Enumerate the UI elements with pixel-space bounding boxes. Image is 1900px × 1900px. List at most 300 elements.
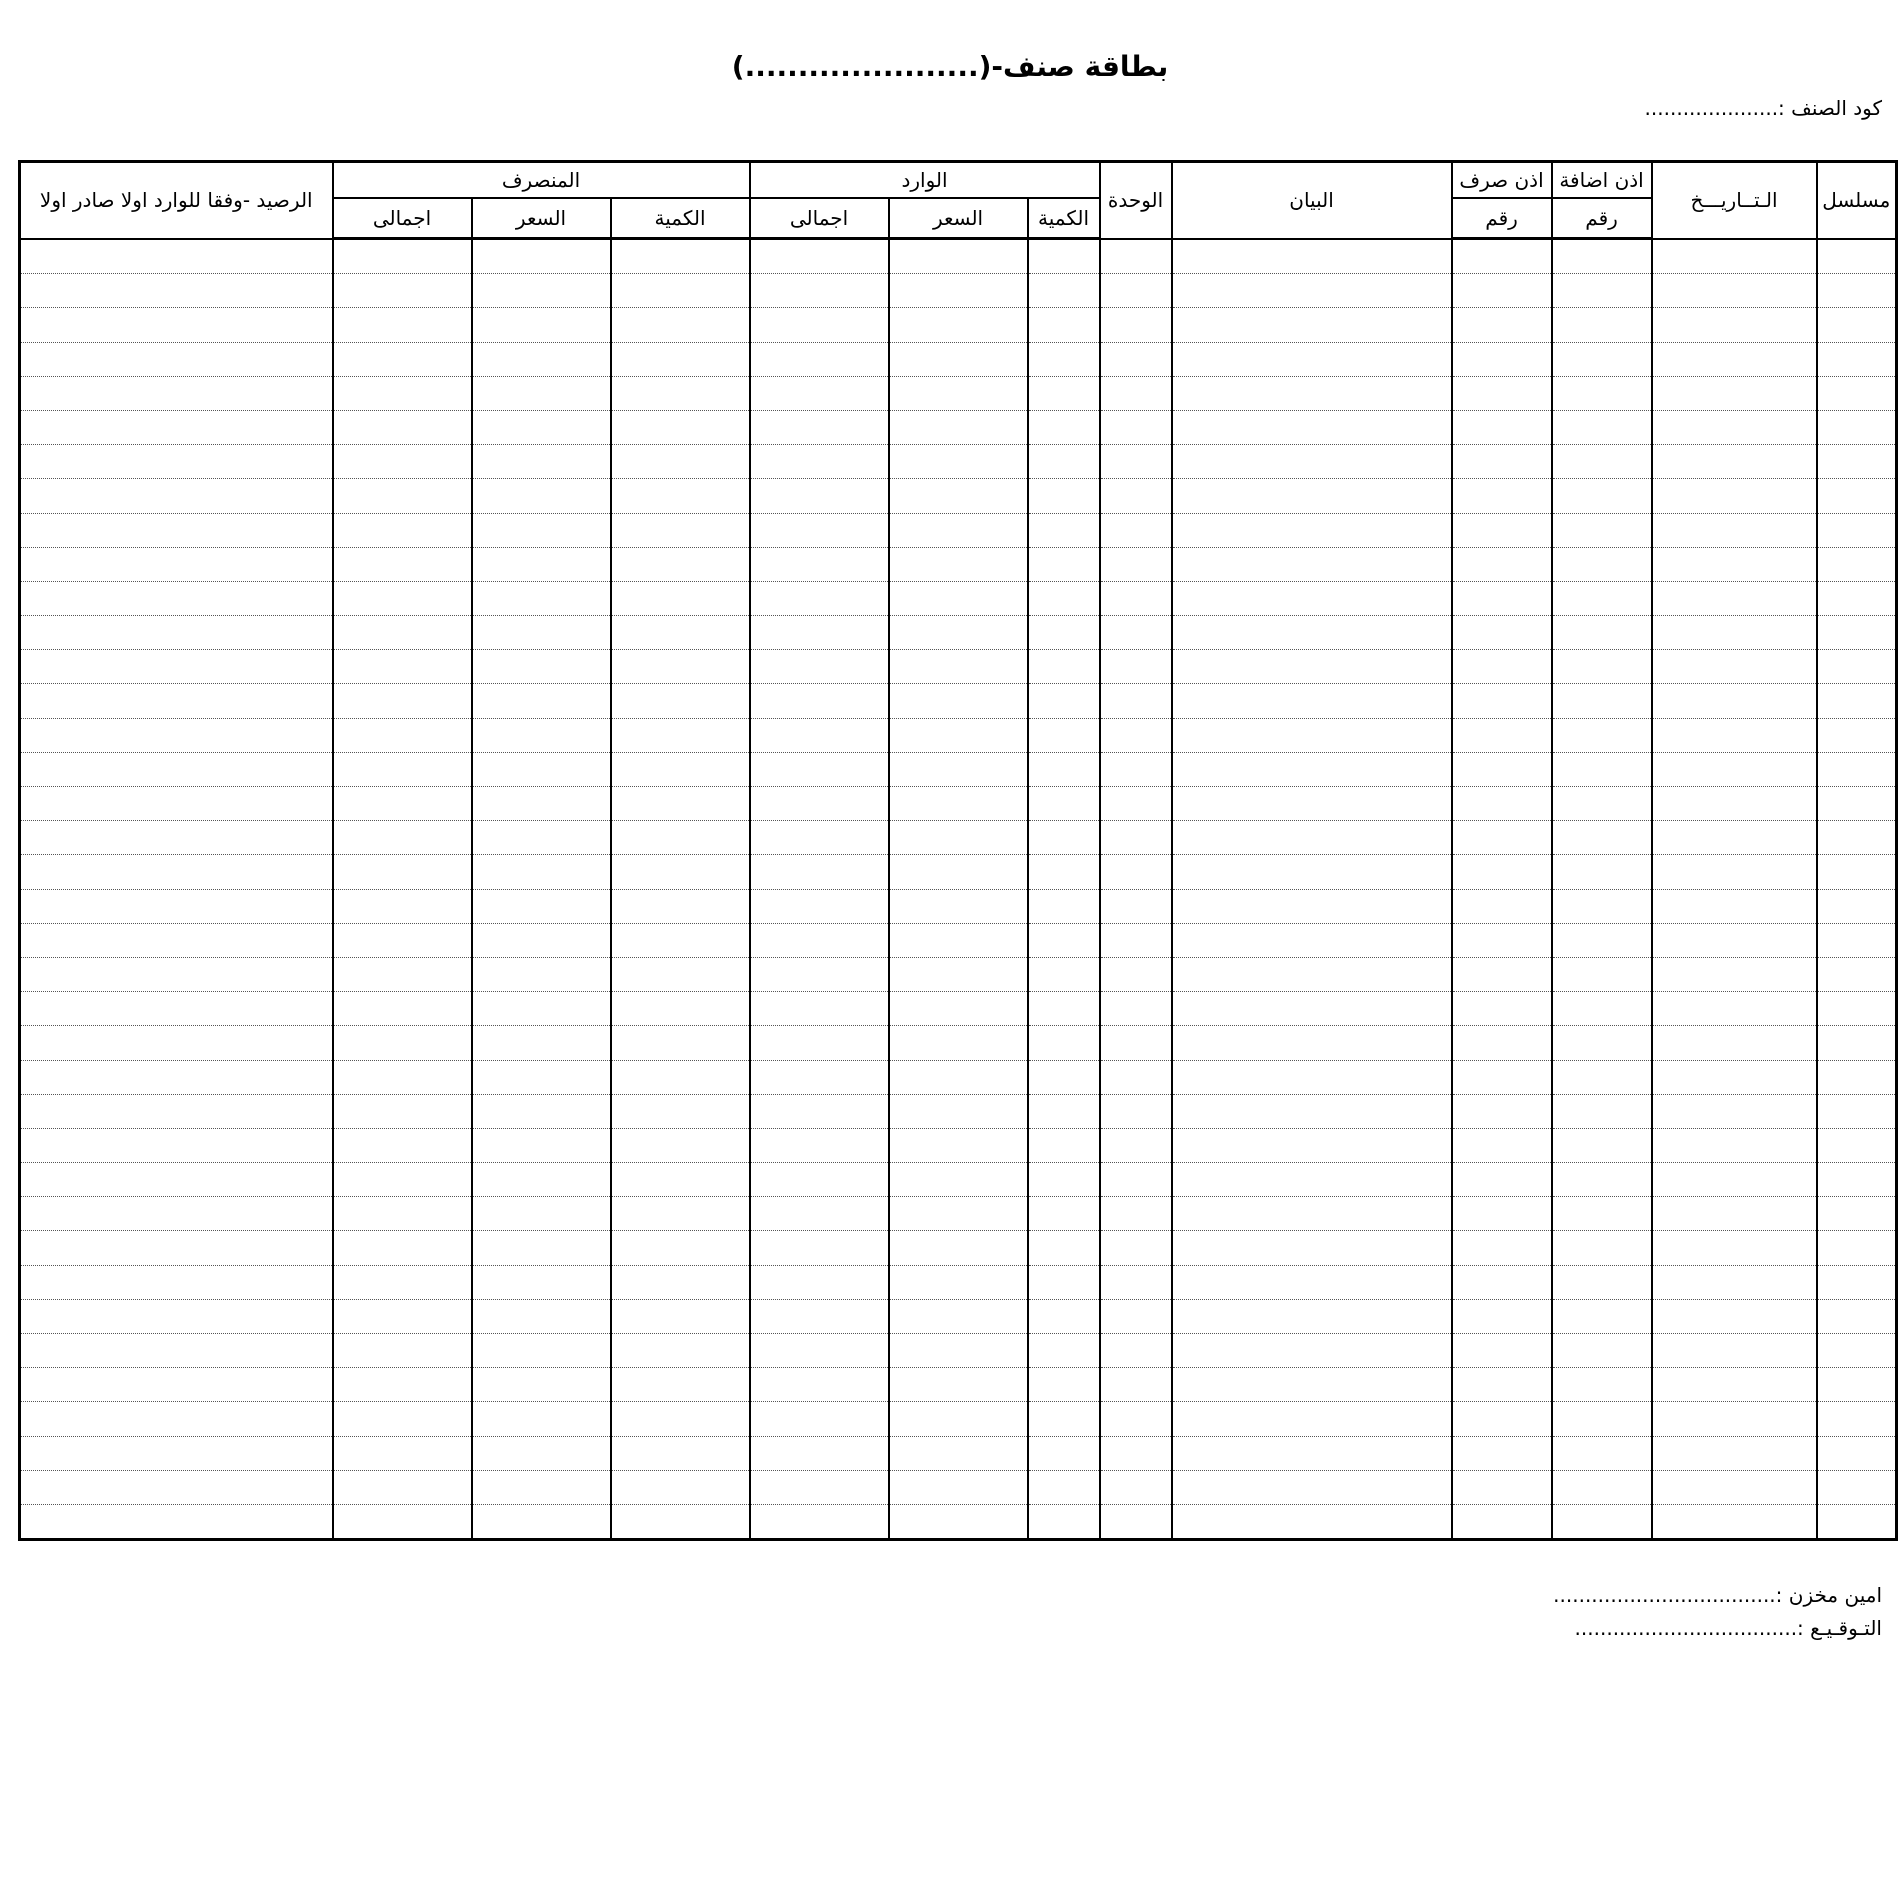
table-cell — [1100, 616, 1172, 650]
table-cell — [333, 855, 472, 889]
table-cell — [1100, 376, 1172, 410]
table-cell — [1817, 718, 1897, 752]
table-cell — [1452, 650, 1552, 684]
table-cell — [1817, 1231, 1897, 1265]
table-cell — [1552, 1231, 1652, 1265]
header-outgoing-total: اجمالى — [333, 198, 472, 239]
table-row — [20, 992, 1897, 1026]
table-cell — [1652, 479, 1817, 513]
table-cell — [472, 479, 611, 513]
table-cell — [1100, 239, 1172, 274]
table-cell — [472, 684, 611, 718]
table-cell — [1172, 1436, 1452, 1470]
table-cell — [1552, 1368, 1652, 1402]
table-cell — [1100, 445, 1172, 479]
table-cell — [333, 1334, 472, 1368]
header-unit: الوحدة — [1100, 162, 1172, 239]
table-cell — [1552, 957, 1652, 991]
table-cell — [1452, 1368, 1552, 1402]
table-cell — [1452, 410, 1552, 444]
table-cell — [1452, 479, 1552, 513]
table-cell — [472, 992, 611, 1026]
table-cell — [889, 855, 1028, 889]
table-row — [20, 239, 1897, 274]
table-cell — [611, 718, 750, 752]
table-row — [20, 1128, 1897, 1162]
table-cell — [611, 1060, 750, 1094]
table-cell — [20, 650, 333, 684]
table-cell — [1452, 1334, 1552, 1368]
table-cell — [750, 581, 889, 615]
table-cell — [1652, 1163, 1817, 1197]
table-cell — [1172, 547, 1452, 581]
table-row — [20, 1265, 1897, 1299]
table-row — [20, 855, 1897, 889]
table-cell — [1552, 684, 1652, 718]
table-cell — [1172, 1060, 1452, 1094]
table-cell — [1552, 616, 1652, 650]
table-cell — [750, 889, 889, 923]
table-cell — [889, 479, 1028, 513]
table-cell — [611, 1163, 750, 1197]
table-cell — [1100, 650, 1172, 684]
table-row — [20, 342, 1897, 376]
page-title: بطاقة صنف-(......................) — [731, 50, 1169, 83]
table-cell — [20, 547, 333, 581]
header-incoming-price: السعر — [889, 198, 1028, 239]
table-cell — [1172, 650, 1452, 684]
table-cell — [1552, 376, 1652, 410]
table-cell — [1652, 650, 1817, 684]
table-cell — [333, 1470, 472, 1504]
table-cell — [1452, 445, 1552, 479]
table-cell — [1172, 1026, 1452, 1060]
table-cell — [750, 1504, 889, 1539]
table-cell — [889, 1402, 1028, 1436]
table-cell — [1552, 445, 1652, 479]
table-cell — [472, 923, 611, 957]
table-cell — [1652, 1436, 1817, 1470]
table-cell — [1100, 513, 1172, 547]
table-cell — [1652, 992, 1817, 1026]
table-cell — [1452, 513, 1552, 547]
table-cell — [750, 650, 889, 684]
header-disbursement-number: رقم — [1452, 198, 1552, 239]
table-cell — [1652, 1265, 1817, 1299]
table-cell — [333, 410, 472, 444]
table-cell — [1100, 581, 1172, 615]
table-cell — [1452, 957, 1552, 991]
table-row — [20, 1060, 1897, 1094]
table-cell — [889, 718, 1028, 752]
table-cell — [1652, 1231, 1817, 1265]
table-cell — [750, 513, 889, 547]
table-row — [20, 513, 1897, 547]
table-cell — [750, 479, 889, 513]
table-cell — [1172, 342, 1452, 376]
table-cell — [750, 923, 889, 957]
table-row — [20, 410, 1897, 444]
table-cell — [333, 684, 472, 718]
table-cell — [750, 239, 889, 274]
table-cell — [1172, 1094, 1452, 1128]
table-cell — [1172, 1368, 1452, 1402]
table-cell — [1652, 342, 1817, 376]
table-cell — [1100, 1197, 1172, 1231]
table-cell — [750, 1402, 889, 1436]
table-cell — [1817, 342, 1897, 376]
table-cell — [472, 1094, 611, 1128]
table-cell — [20, 1128, 333, 1162]
table-cell — [611, 308, 750, 342]
table-cell — [333, 342, 472, 376]
table-cell — [611, 1231, 750, 1265]
table-cell — [333, 616, 472, 650]
table-cell — [750, 410, 889, 444]
table-cell — [1652, 445, 1817, 479]
table-cell — [1100, 1504, 1172, 1539]
table-cell — [333, 821, 472, 855]
table-cell — [1100, 274, 1172, 308]
table-cell — [1552, 479, 1652, 513]
table-cell — [1452, 752, 1552, 786]
table-cell — [1100, 684, 1172, 718]
table-cell — [611, 1265, 750, 1299]
table-cell — [611, 1094, 750, 1128]
table-cell — [1652, 1402, 1817, 1436]
table-cell — [472, 1265, 611, 1299]
table-cell — [1452, 1026, 1552, 1060]
table-cell — [1100, 1231, 1172, 1265]
table-cell — [1652, 821, 1817, 855]
table-cell — [1817, 1060, 1897, 1094]
header-date: الـتــاريـــخ — [1652, 162, 1817, 239]
table-cell — [1028, 1060, 1100, 1094]
table-cell — [889, 957, 1028, 991]
table-cell — [750, 1231, 889, 1265]
table-cell — [1552, 855, 1652, 889]
table-row — [20, 274, 1897, 308]
table-cell — [333, 1265, 472, 1299]
table-cell — [889, 1436, 1028, 1470]
table-cell — [889, 1231, 1028, 1265]
table-cell — [1817, 1163, 1897, 1197]
table-cell — [750, 1128, 889, 1162]
table-cell — [1817, 445, 1897, 479]
table-cell — [1452, 855, 1552, 889]
table-cell — [472, 1368, 611, 1402]
table-cell — [1817, 992, 1897, 1026]
table-cell — [611, 1197, 750, 1231]
table-cell — [1100, 1470, 1172, 1504]
table-cell — [611, 445, 750, 479]
table-cell — [1172, 855, 1452, 889]
table-cell — [333, 923, 472, 957]
table-cell — [1452, 1504, 1552, 1539]
table-row — [20, 1402, 1897, 1436]
table-cell — [1100, 1026, 1172, 1060]
table-cell — [889, 274, 1028, 308]
table-cell — [1552, 410, 1652, 444]
table-cell — [1028, 1402, 1100, 1436]
table-cell — [889, 1094, 1028, 1128]
table-cell — [472, 1026, 611, 1060]
table-cell — [1652, 1470, 1817, 1504]
table-cell — [1172, 787, 1452, 821]
table-cell — [20, 718, 333, 752]
table-cell — [1100, 957, 1172, 991]
table-cell — [1452, 616, 1552, 650]
table-cell — [1028, 445, 1100, 479]
table-cell — [1028, 1470, 1100, 1504]
table-cell — [1028, 1368, 1100, 1402]
header-disbursement-permit: اذن صرف — [1452, 162, 1552, 199]
table-row — [20, 821, 1897, 855]
table-cell — [611, 616, 750, 650]
table-cell — [472, 1504, 611, 1539]
table-cell — [1652, 1334, 1817, 1368]
table-row — [20, 1436, 1897, 1470]
table-cell — [1817, 547, 1897, 581]
table-cell — [1100, 1094, 1172, 1128]
table-cell — [1817, 581, 1897, 615]
table-cell — [750, 445, 889, 479]
table-cell — [1552, 1128, 1652, 1162]
table-cell — [889, 342, 1028, 376]
table-cell — [1552, 547, 1652, 581]
table-cell — [472, 342, 611, 376]
table-cell — [1100, 1368, 1172, 1402]
table-cell — [889, 410, 1028, 444]
table-cell — [750, 1368, 889, 1402]
table-cell — [20, 1504, 333, 1539]
table-cell — [1552, 889, 1652, 923]
table-body — [20, 239, 1897, 1540]
table-cell — [20, 239, 333, 274]
table-cell — [472, 581, 611, 615]
table-cell — [333, 650, 472, 684]
table-cell — [1100, 787, 1172, 821]
table-cell — [611, 1470, 750, 1504]
table-cell — [889, 376, 1028, 410]
table-cell — [20, 1231, 333, 1265]
table-cell — [1817, 513, 1897, 547]
table-cell — [1028, 342, 1100, 376]
table-cell — [611, 410, 750, 444]
table-cell — [1172, 239, 1452, 274]
table-cell — [1552, 1299, 1652, 1333]
table-cell — [1552, 650, 1652, 684]
table-cell — [1452, 1231, 1552, 1265]
table-cell — [20, 274, 333, 308]
table-row — [20, 889, 1897, 923]
table-cell — [889, 1128, 1028, 1162]
table-cell — [20, 513, 333, 547]
table-cell — [20, 1026, 333, 1060]
table-cell — [472, 957, 611, 991]
table-cell — [1817, 855, 1897, 889]
table-cell — [750, 787, 889, 821]
table-cell — [1452, 1470, 1552, 1504]
table-cell — [20, 445, 333, 479]
table-cell — [889, 1060, 1028, 1094]
table-cell — [20, 616, 333, 650]
table-cell — [333, 1163, 472, 1197]
table-cell — [20, 923, 333, 957]
table-cell — [750, 1060, 889, 1094]
table-cell — [1652, 889, 1817, 923]
table-cell — [1172, 308, 1452, 342]
table-cell — [20, 1299, 333, 1333]
table-cell — [611, 1402, 750, 1436]
table-cell — [1172, 718, 1452, 752]
table-cell — [1552, 1094, 1652, 1128]
table-cell — [1552, 274, 1652, 308]
table-row — [20, 308, 1897, 342]
table-cell — [472, 410, 611, 444]
table-cell — [611, 274, 750, 308]
table-cell — [1172, 1299, 1452, 1333]
table-cell — [472, 752, 611, 786]
table-cell — [889, 787, 1028, 821]
table-cell — [1100, 923, 1172, 957]
table-cell — [1652, 957, 1817, 991]
table-cell — [1100, 1436, 1172, 1470]
table-cell — [750, 718, 889, 752]
table-cell — [1452, 889, 1552, 923]
header-addition-permit: اذن اضافة — [1552, 162, 1652, 199]
table-cell — [1100, 1128, 1172, 1162]
table-cell — [1817, 1470, 1897, 1504]
table-cell — [889, 1334, 1028, 1368]
item-card-table-container — [18, 160, 1890, 1541]
table-cell — [20, 752, 333, 786]
table-cell — [20, 821, 333, 855]
table-cell — [1552, 1026, 1652, 1060]
table-cell — [1817, 274, 1897, 308]
table-cell — [1028, 479, 1100, 513]
table-cell — [1652, 616, 1817, 650]
table-cell — [750, 957, 889, 991]
table-cell — [750, 1163, 889, 1197]
table-cell — [1172, 1163, 1452, 1197]
table-cell — [1028, 1504, 1100, 1539]
table-cell — [611, 513, 750, 547]
table-cell — [472, 821, 611, 855]
table-cell — [1817, 239, 1897, 274]
table-cell — [750, 616, 889, 650]
table-cell — [472, 650, 611, 684]
table-cell — [611, 684, 750, 718]
table-cell — [20, 957, 333, 991]
table-cell — [20, 1197, 333, 1231]
table-cell — [1452, 308, 1552, 342]
table-cell — [20, 1060, 333, 1094]
table-cell — [750, 684, 889, 718]
table-cell — [611, 342, 750, 376]
table-cell — [889, 239, 1028, 274]
header-balance: الرصيد -وفقا للوارد اولا صادر اولا — [20, 162, 333, 239]
table-cell — [1172, 445, 1452, 479]
table-cell — [1817, 1504, 1897, 1539]
table-cell — [1100, 718, 1172, 752]
table-cell — [1452, 718, 1552, 752]
table-cell — [333, 479, 472, 513]
table-cell — [1452, 1163, 1552, 1197]
table-cell — [333, 1436, 472, 1470]
table-cell — [1817, 752, 1897, 786]
table-cell — [889, 308, 1028, 342]
table-cell — [1028, 787, 1100, 821]
table-cell — [333, 1504, 472, 1539]
table-cell — [472, 718, 611, 752]
table-cell — [333, 787, 472, 821]
table-cell — [333, 581, 472, 615]
table-cell — [1028, 650, 1100, 684]
table-cell — [1100, 889, 1172, 923]
table-cell — [1452, 1402, 1552, 1436]
table-cell — [1552, 1163, 1652, 1197]
table-cell — [1028, 410, 1100, 444]
table-row — [20, 1334, 1897, 1368]
table-cell — [1028, 513, 1100, 547]
table-cell — [1552, 342, 1652, 376]
table-cell — [1028, 547, 1100, 581]
table-cell — [20, 1470, 333, 1504]
table-row — [20, 787, 1897, 821]
table-cell — [1652, 1197, 1817, 1231]
table-cell — [1652, 376, 1817, 410]
table-cell — [333, 274, 472, 308]
table-cell — [1028, 855, 1100, 889]
table-cell — [333, 1402, 472, 1436]
table-cell — [1028, 239, 1100, 274]
table-cell — [1817, 1197, 1897, 1231]
table-cell — [889, 1197, 1028, 1231]
table-cell — [1817, 787, 1897, 821]
header-outgoing-price: السعر — [472, 198, 611, 239]
table-cell — [1028, 1094, 1100, 1128]
table-cell — [611, 1368, 750, 1402]
table-cell — [472, 445, 611, 479]
table-cell — [611, 581, 750, 615]
table-cell — [1552, 992, 1652, 1026]
table-cell — [611, 992, 750, 1026]
table-row — [20, 1163, 1897, 1197]
table-cell — [1028, 1299, 1100, 1333]
table-cell — [889, 992, 1028, 1026]
header-serial: مسلسل — [1817, 162, 1897, 239]
table-cell — [1172, 684, 1452, 718]
signature-field: التـوقـيـع :................................... — [1574, 1616, 1882, 1640]
table-cell — [1652, 239, 1817, 274]
table-cell — [1552, 1334, 1652, 1368]
table-cell — [472, 1060, 611, 1094]
table-row — [20, 1299, 1897, 1333]
table-cell — [889, 1368, 1028, 1402]
table-cell — [472, 855, 611, 889]
table-cell — [1452, 581, 1552, 615]
table-cell — [20, 992, 333, 1026]
item-code-field: كود الصنف :..................... — [1644, 96, 1882, 120]
table-cell — [889, 889, 1028, 923]
table-cell — [472, 547, 611, 581]
table-cell — [333, 718, 472, 752]
table-row — [20, 923, 1897, 957]
table-cell — [1817, 1265, 1897, 1299]
table-cell — [1652, 855, 1817, 889]
table-cell — [1172, 1334, 1452, 1368]
